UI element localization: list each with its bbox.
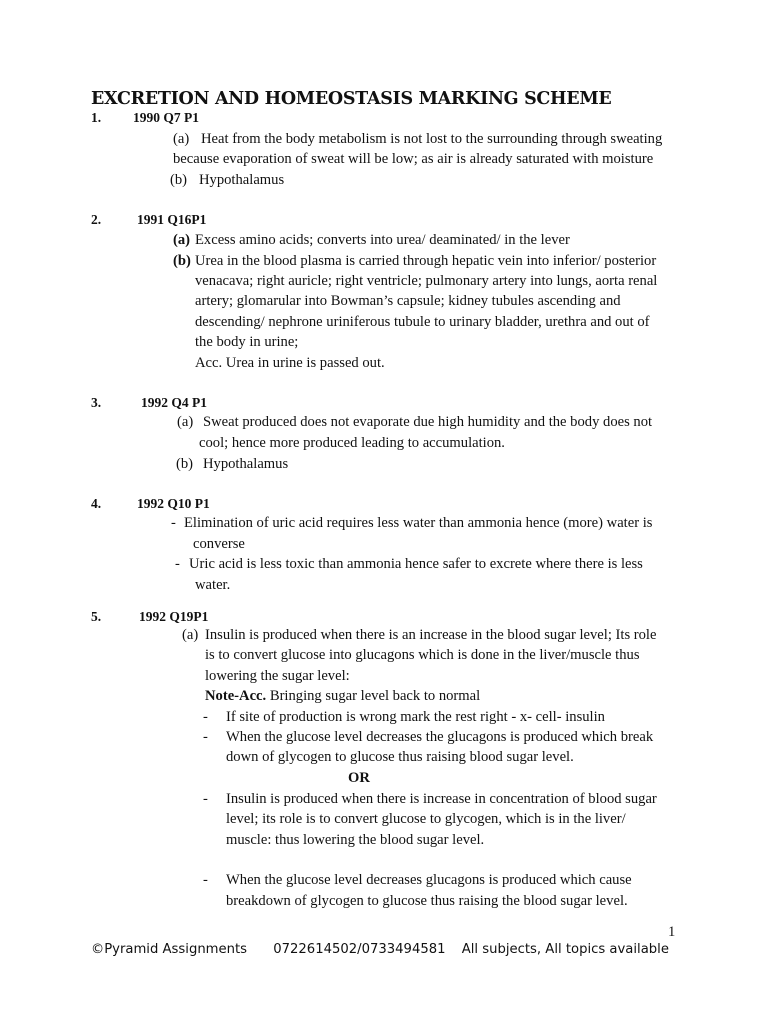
q2-part-a-text: Excess amino acids; converts into urea/ deaminated/ in the lever <box>195 232 570 248</box>
question-4-heading: 1992 Q10 P1 <box>137 496 210 511</box>
q2-part-a-label: (a) <box>173 232 191 248</box>
q5-bullet-2-text: When the glucose level decreases the glucagons is produced which break <box>226 729 654 745</box>
question-1-number: 1. <box>91 110 102 125</box>
question-3-number: 3. <box>91 395 102 410</box>
q5-bullet-4-line-1: When the glucose level decreases glucagons is produced which cause <box>226 872 632 888</box>
q5-bullet-3-dash: - <box>203 791 208 807</box>
q2-part-b-label: (b) <box>173 253 191 269</box>
q5-note-label: Note-Acc. <box>205 688 267 704</box>
question-5-heading: 1992 Q19P1 <box>139 609 209 624</box>
q5-bullet-3-line-1: Insulin is produced when there is increase in concentration of blood sugar <box>226 791 657 807</box>
q2-part-b-line-5: the body in urine; <box>195 334 299 350</box>
q3-part-a-label: (a) <box>177 414 194 430</box>
footer-tagline: All subjects, All topics available <box>461 942 669 957</box>
document-title: EXCRETION AND HOMEOSTASIS MARKING SCHEME <box>91 89 612 109</box>
q4-bullet-2-dash: - <box>175 556 180 572</box>
q5-part-a-label: (a) <box>182 627 199 643</box>
q5-part-a-line-3: lowering the sugar level: <box>205 668 350 684</box>
page-number: 1 <box>668 924 676 940</box>
q5-note-text: Bringing sugar level back to normal <box>266 688 481 704</box>
footer-copyright: ©Pyramid Assignments <box>91 942 248 957</box>
q5-part-a-line-2: is to convert glucose into glucagons which is done in the liver/muscle thus <box>205 647 640 663</box>
q3-part-a-text: Sweat produced does not evaporate due high humidity and the body does not <box>203 414 653 430</box>
q4-bullet-2-text: Uric acid is less toxic than ammonia hence safer to excrete where there is less <box>189 556 643 572</box>
q4-bullet-1-text-cont: converse <box>193 536 245 552</box>
q1-part-a-label: (a) <box>173 131 190 147</box>
q5-bullet-2-text-cont: down of glycogen to glucose thus raising blood sugar level. <box>226 749 574 765</box>
q1-part-a-text-cont: because evaporation of sweat will be low; as air is already saturated with moisture <box>173 151 654 167</box>
q2-part-b-line-2: venacava; right auricle; right ventricle; pulmonary artery into lungs, aorta renal <box>195 273 658 289</box>
q5-bullet-4-dash: - <box>203 872 208 888</box>
q5-bullet-3-line-3: muscle: thus lowering the blood sugar level. <box>226 832 485 848</box>
q1-part-a-text: Heat from the body metabolism is not lost to the surrounding through sweating <box>201 131 663 147</box>
q2-part-b-line-1: Urea in the blood plasma is carried through hepatic vein into inferior/ posterior <box>195 253 657 269</box>
q5-bullet-1-text: If site of production is wrong mark the rest right - x- cell- insulin <box>226 709 605 725</box>
q5-bullet-1-dash: - <box>203 709 208 725</box>
q5-bullet-3-line-2: level; its role is to convert glucose to glycogen, which is in the liver/ <box>226 811 626 827</box>
q3-part-b-text: Hypothalamus <box>203 456 289 472</box>
q1-part-b-text: Hypothalamus <box>199 172 285 188</box>
page-footer <box>91 940 669 960</box>
footer-phone-numbers: 0722614502/0733494581 <box>273 942 446 957</box>
question-2-number: 2. <box>91 212 102 227</box>
q2-part-b-line-4: descending/ nephrone uriniferous tubule to urinary bladder, urethra and out of <box>195 314 650 330</box>
q5-or-separator: OR <box>348 770 370 786</box>
q5-part-a-line-1: Insulin is produced when there is an increase in the blood sugar level; Its role <box>205 627 657 643</box>
question-4-number: 4. <box>91 496 102 511</box>
question-5-number: 5. <box>91 609 102 624</box>
q2-part-b-line-3: artery; glomarular into Bowman’s capsule; kidney tubules ascending and <box>195 293 621 309</box>
question-2-heading: 1991 Q16P1 <box>137 212 207 227</box>
q5-bullet-4-line-2: breakdown of glycogen to glucose thus raising the blood sugar level. <box>226 893 628 909</box>
q3-part-a-text-cont: cool; hence more produced leading to accumulation. <box>199 435 505 451</box>
q5-note <box>205 686 480 706</box>
q1-part-b-label: (b) <box>170 172 188 188</box>
q5-bullet-2-dash: - <box>203 729 208 745</box>
q3-part-b-label: (b) <box>176 456 194 472</box>
question-3-heading: 1992 Q4 P1 <box>141 395 207 410</box>
question-1-heading: 1990 Q7 P1 <box>133 110 199 125</box>
q4-bullet-2-text-cont: water. <box>195 577 231 593</box>
q2-part-b-line-6: Acc. Urea in urine is passed out. <box>195 355 385 371</box>
q4-bullet-1-text: Elimination of uric acid requires less water than ammonia hence (more) water is <box>184 515 653 531</box>
q4-bullet-1-dash: - <box>171 515 176 531</box>
